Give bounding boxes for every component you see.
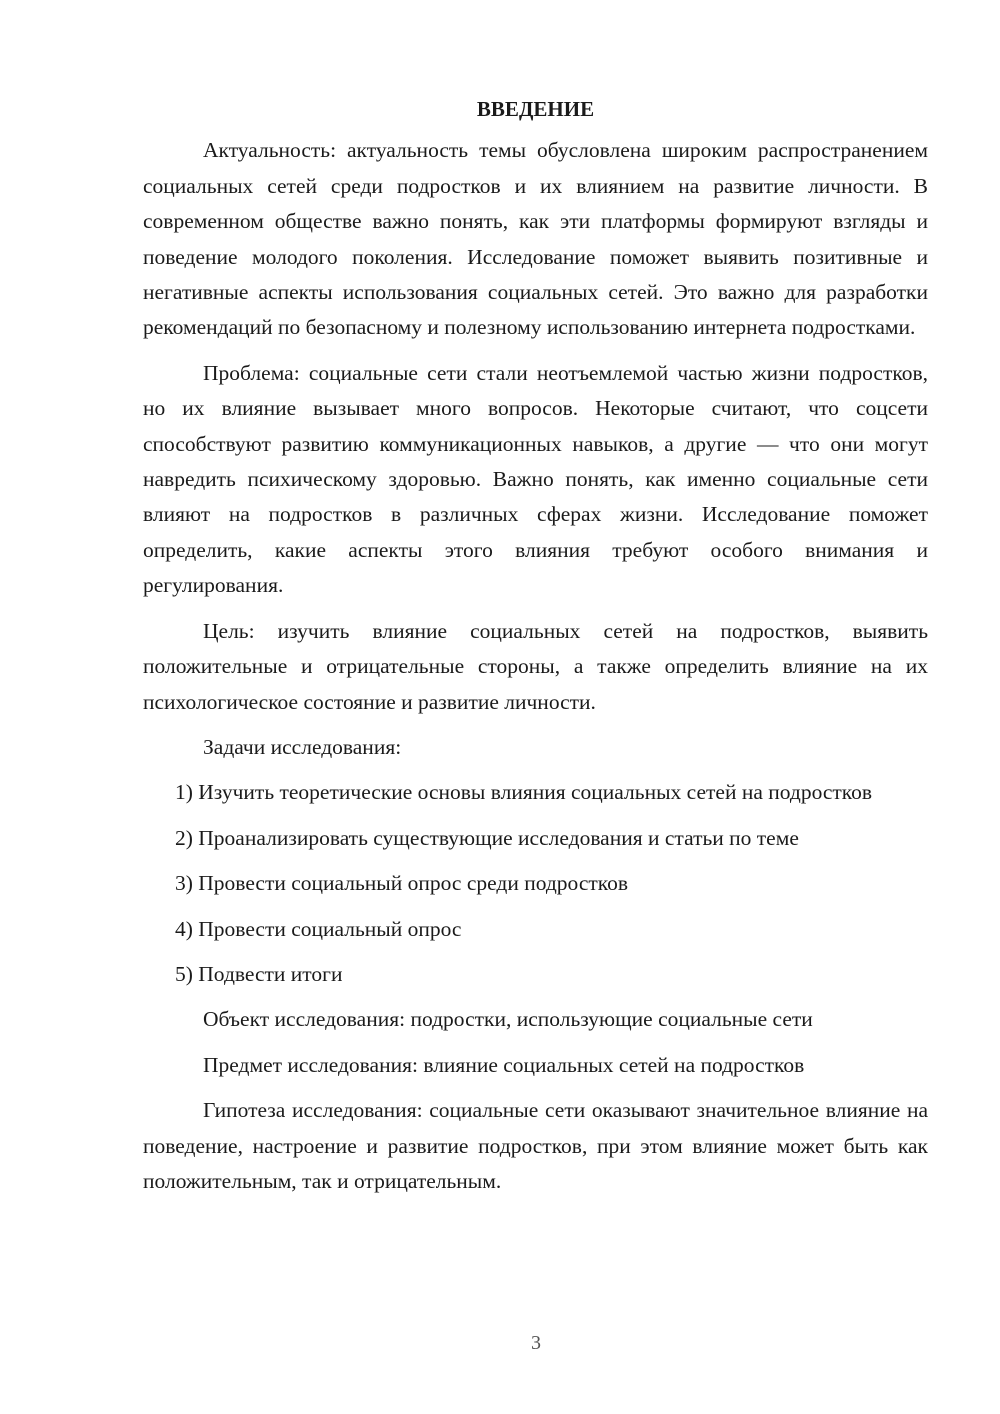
object-paragraph: Объект исследования: подростки, использующие социальные сети	[203, 1007, 813, 1032]
tasks-heading: Задачи исследования:	[203, 734, 402, 759]
relevance-paragraph: Актуальность: актуальность темы обусловлена широким распространением социальных сетей среди подростков и их влиянием на развитие личности. В современном обществе важно понять, как эти платформы формируют взгляды и поведение молодого поколения. Исследование поможет выявить позитивные и негативные аспекты использования социальных сетей. Это важно для разработки рекомендаций по безопасному и полезному использованию интернета подростками.	[143, 138, 928, 340]
subject-paragraph: Предмет исследования: влияние социальных сетей на подростков	[203, 1052, 805, 1077]
page-number: 3	[531, 1332, 541, 1354]
task-item: 5) Подвести итоги	[175, 961, 343, 986]
document-page	[143, 92, 928, 1209]
task-item: 3) Провести социальный опрос среди подростков	[175, 871, 629, 896]
task-item: 1) Изучить теоретические основы влияния социальных сетей на подростков	[175, 780, 873, 805]
goal-paragraph: Цель: изучить влияние социальных сетей на подростков, выявить положительные и отрицательные стороны, а также определить влияние на их психологическое состояние и развитие личности.	[143, 618, 928, 714]
page-title: ВВЕДЕНИЕ	[476, 97, 595, 121]
task-item: 4) Провести социальный опрос	[175, 916, 462, 941]
problem-paragraph: Проблема: социальные сети стали неотъемлемой частью жизни подростков, но их влияние вызывает много вопросов. Некоторые считают, что соцсети способствуют развитию коммуникационных навыков, а другие — что они могут навредить психическому здоровью. Важно понять, как именно социальные сети влияют на подростков в различных сферах жизни. Исследование поможет определить, какие аспекты этого влияния требуют особого внимания и регулирования.	[143, 360, 928, 598]
task-item: 2) Проанализировать существующие исследования и статьи по теме	[175, 825, 799, 850]
hypothesis-paragraph: Гипотеза исследования: социальные сети оказывают значительное влияние на поведение, настроение и развитие подростков, при этом влияние может быть как положительным, так и отрицательным.	[143, 1098, 928, 1193]
